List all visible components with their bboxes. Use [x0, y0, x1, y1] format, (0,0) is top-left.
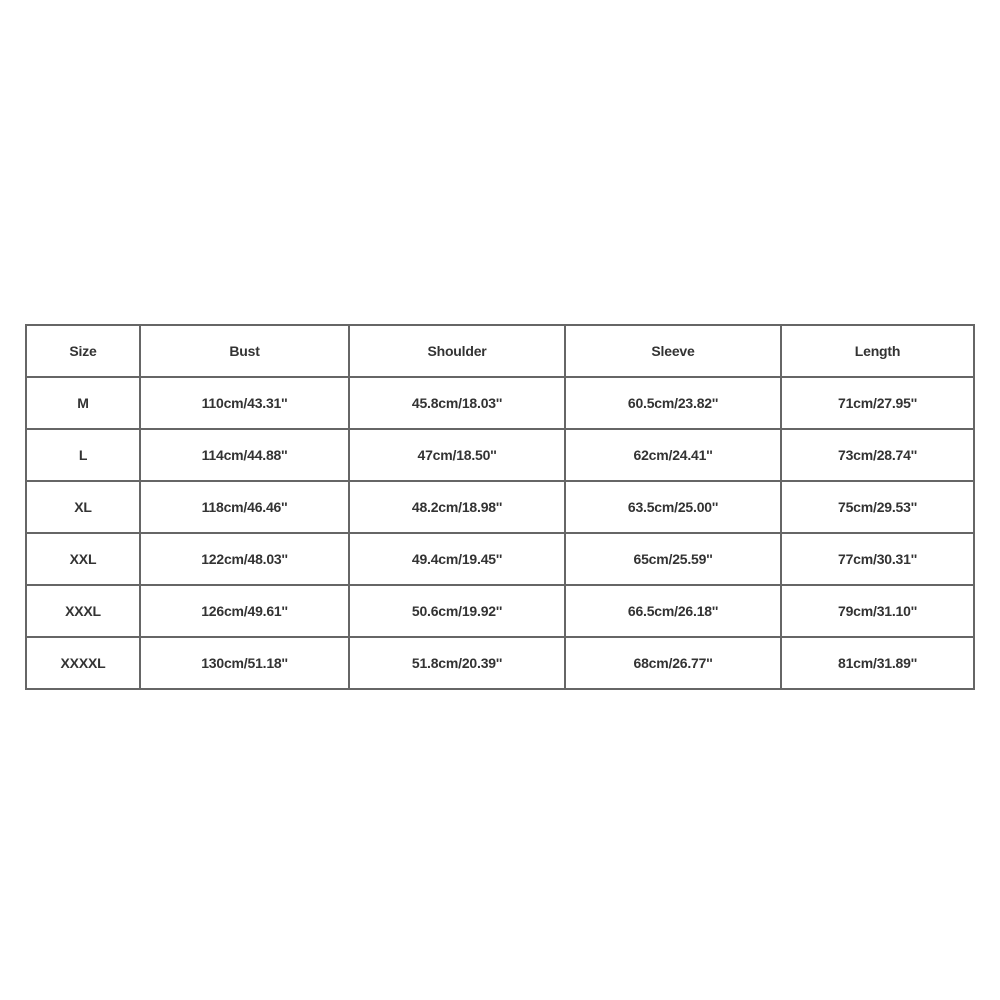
header-shoulder: Shoulder: [349, 325, 565, 377]
cell-shoulder: 48.2cm/18.98'': [349, 481, 565, 533]
table-row: [26, 481, 974, 533]
cell-length: 75cm/29.53'': [781, 481, 974, 533]
cell-sleeve: 68cm/26.77'': [565, 637, 781, 689]
cell-length: 77cm/30.31'': [781, 533, 974, 585]
size-chart-table: [25, 324, 975, 690]
table-row: [26, 533, 974, 585]
cell-size: XXXXL: [26, 637, 140, 689]
cell-sleeve: 66.5cm/26.18'': [565, 585, 781, 637]
cell-bust: 110cm/43.31'': [140, 377, 349, 429]
cell-bust: 126cm/49.61'': [140, 585, 349, 637]
cell-sleeve: 62cm/24.41'': [565, 429, 781, 481]
table-row: [26, 637, 974, 689]
cell-bust: 118cm/46.46'': [140, 481, 349, 533]
cell-length: 71cm/27.95'': [781, 377, 974, 429]
cell-size: XXL: [26, 533, 140, 585]
header-length: Length: [781, 325, 974, 377]
header-bust: Bust: [140, 325, 349, 377]
cell-bust: 130cm/51.18'': [140, 637, 349, 689]
table-row: [26, 429, 974, 481]
cell-length: 73cm/28.74'': [781, 429, 974, 481]
cell-length: 81cm/31.89'': [781, 637, 974, 689]
cell-sleeve: 65cm/25.59'': [565, 533, 781, 585]
header-size: Size: [26, 325, 140, 377]
cell-length: 79cm/31.10'': [781, 585, 974, 637]
header-row: [26, 325, 974, 377]
cell-shoulder: 50.6cm/19.92'': [349, 585, 565, 637]
cell-bust: 122cm/48.03'': [140, 533, 349, 585]
cell-sleeve: 60.5cm/23.82'': [565, 377, 781, 429]
table-row: [26, 377, 974, 429]
table-row: [26, 585, 974, 637]
header-sleeve: Sleeve: [565, 325, 781, 377]
table-header: [26, 325, 974, 377]
cell-size: XL: [26, 481, 140, 533]
cell-sleeve: 63.5cm/25.00'': [565, 481, 781, 533]
cell-shoulder: 49.4cm/19.45'': [349, 533, 565, 585]
cell-size: L: [26, 429, 140, 481]
cell-size: XXXL: [26, 585, 140, 637]
cell-shoulder: 45.8cm/18.03'': [349, 377, 565, 429]
cell-bust: 114cm/44.88'': [140, 429, 349, 481]
table-body: [26, 377, 974, 689]
cell-size: M: [26, 377, 140, 429]
cell-shoulder: 47cm/18.50'': [349, 429, 565, 481]
cell-shoulder: 51.8cm/20.39'': [349, 637, 565, 689]
